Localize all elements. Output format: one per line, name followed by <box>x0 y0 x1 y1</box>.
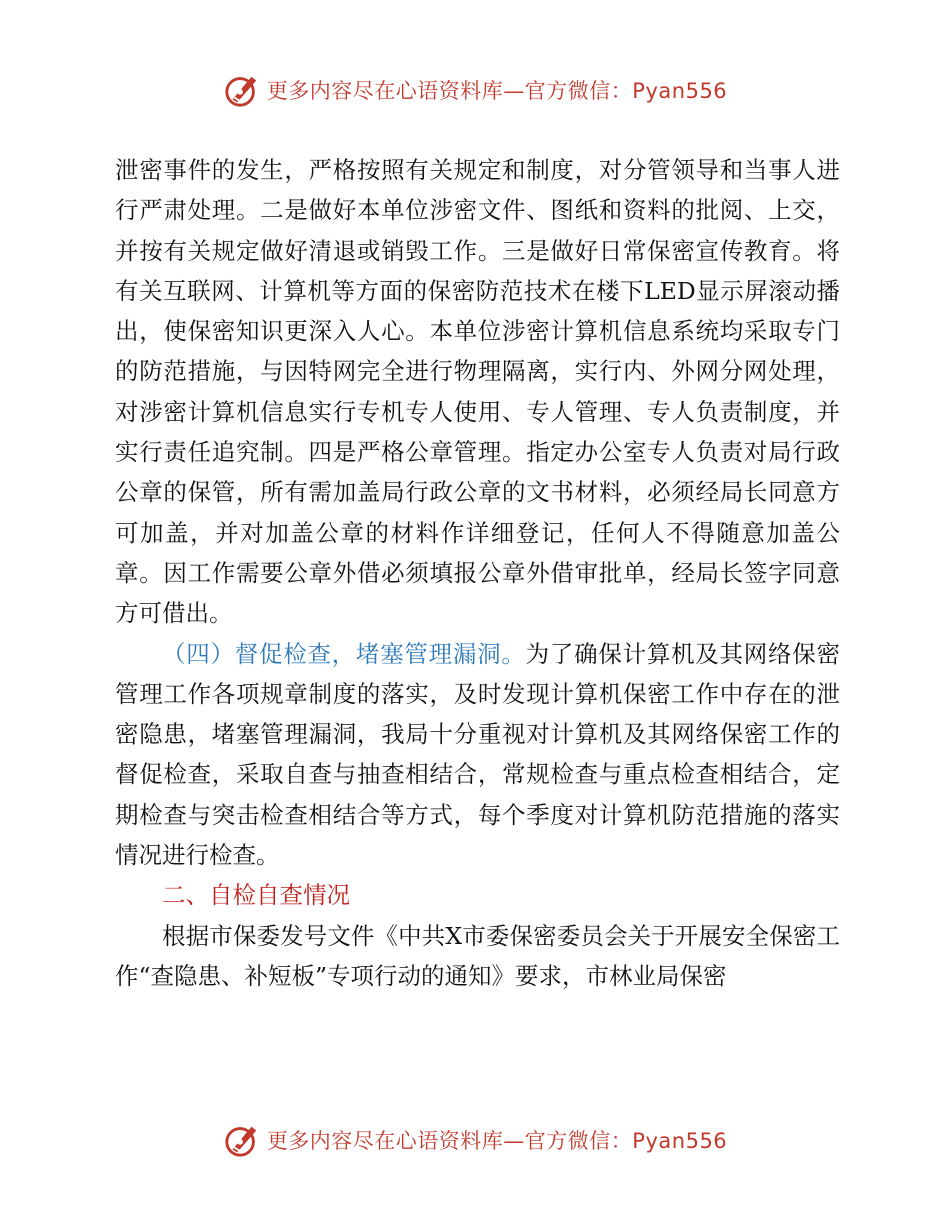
pen-nib-logo-icon <box>223 71 261 109</box>
sub-heading: （四）督促检查，堵塞管理漏洞。 <box>162 639 526 668</box>
watermark-text: 更多内容尽在心语资料库—官方微信：Pyan556 <box>266 1129 728 1153</box>
pen-nib-logo-icon <box>223 1121 261 1159</box>
body-paragraph: 根据市保委发号文件《中共X市委保密委员会关于开展安全保密工作“查隐患、补短板”专项行动的通知》要求，市林业局保密 <box>115 921 840 990</box>
footer-watermark <box>0 1120 950 1160</box>
header-watermark <box>0 70 950 110</box>
body-paragraph-inspection <box>115 634 840 876</box>
paragraph-body-text: 为了确保计算机及其网络保密管理工作各项规章制度的落实，及时发现计算机保密工作中存在的泄密隐患，堵塞管理漏洞，我局十分重视对计算机及其网络保密工作的督促检查，采取自查与抽查相结合，常规检查与重点检查相结合，定期检查与突击检查相结合等方式，每个季度对计算机防范措施的落实情况进行检查。 <box>115 639 841 870</box>
body-paragraph: 泄密事件的发生，严格按照有关规定和制度，对分管领导和当事人进行严肃处理。二是做好本单位涉密文件、图纸和资料的批阅、上交，并按有关规定做好清退或销毁工作。三是做好日常保密宣传教育。将有关互联网、计算机等方面的保密防范技术在楼下LED显示屏滚动播出，使保密知识更深入人心。本单位涉密计算机信息系统均采取专门的防范措施，与因特网完全进行物理隔离，实行内、外网分网处理，对涉密计算机信息实行专机专人使用、专人管理、专人负责制度，并实行责任追究制。四是严格公章管理。指定办公室专人负责对局行政公章的保管，所有需加盖局行政公章的文书材料，必须经局长同意方可加盖，并对加盖公章的材料作详细登记，任何人不得随意加盖公章。因工作需要公章外借必须填报公章外借审批单，经局长签字同意方可借出。 <box>115 156 840 628</box>
document-body <box>115 150 840 996</box>
section-heading: 二、自检自查情况 <box>162 881 350 910</box>
watermark-text: 更多内容尽在心语资料库—官方微信：Pyan556 <box>266 79 728 103</box>
